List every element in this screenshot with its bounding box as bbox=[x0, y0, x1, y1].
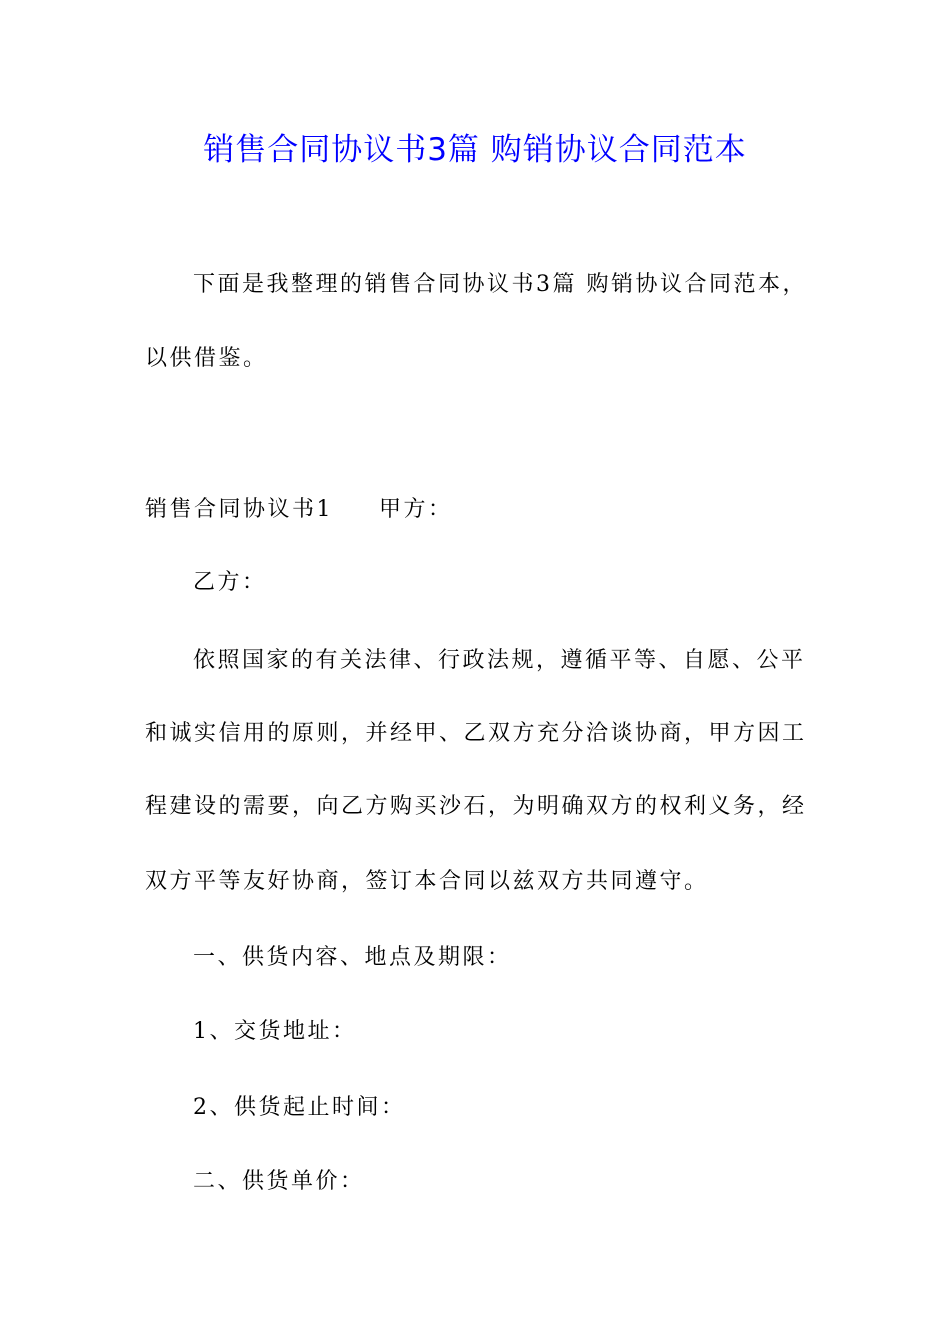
body-line-1: 依照国家的有关法律、行政法规，遵循平等、自愿、公平 bbox=[193, 648, 806, 673]
body-line-2: 和诚实信用的原则，并经甲、乙双方充分洽谈协商，甲方因工 bbox=[145, 721, 807, 746]
clause-unit-price: 二、供货单价： bbox=[193, 1169, 365, 1194]
clause-supply-content: 一、供货内容、地点及期限： bbox=[193, 945, 512, 970]
intro-line-2: 以供借鉴。 bbox=[145, 346, 268, 371]
party-b-label: 乙方： bbox=[193, 570, 267, 595]
clause-supply-period: 2、供货起止时间： bbox=[193, 1095, 406, 1120]
body-line-4: 双方平等友好协商，签订本合同以兹双方共同遵守。 bbox=[145, 869, 709, 894]
section-heading-line bbox=[145, 473, 810, 546]
body-line-3: 程建设的需要，向乙方购买沙石，为明确双方的权利义务，经 bbox=[145, 794, 807, 819]
party-a-label: 甲方： bbox=[379, 497, 453, 522]
document-title: 销售合同协议书3篇 购销协议合同范本 bbox=[203, 132, 747, 168]
intro-line-1: 下面是我整理的销售合同协议书3篇 购销协议合同范本， bbox=[193, 272, 807, 297]
clause-delivery-address: 1、交货地址： bbox=[193, 1019, 357, 1044]
section-heading: 销售合同协议书1 bbox=[145, 497, 333, 522]
